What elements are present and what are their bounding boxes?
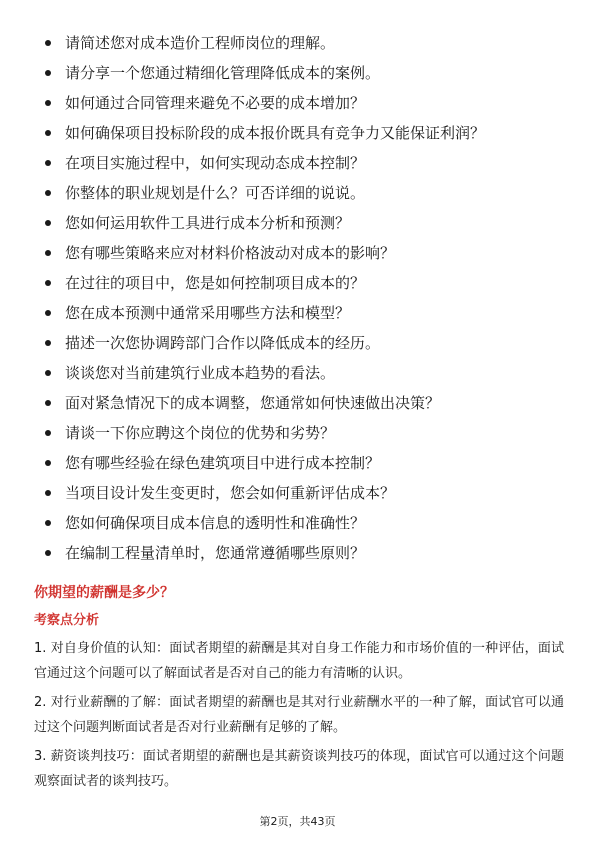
question-text: 请简述您对成本造价工程师岗位的理解。 [65,34,336,52]
bullet-dot-icon [45,490,51,496]
list-item [43,58,573,88]
question-text: 您在成本预测中通常采用哪些方法和模型？ [65,304,351,322]
question-text: 在项目实施过程中，如何实现动态成本控制？ [65,154,366,172]
analysis-paragraph: 1. 对自身价值的认知：面试者期望的薪酬是其对自身工作能力和市场价值的一种评估，面试官通过这个问题可以了解面试者是否对自己的能力有清晰的认识。 [34,641,564,681]
question-text: 请谈一下你应聘这个岗位的优势和劣势？ [65,424,336,442]
list-item [43,118,573,148]
bullet-dot-icon [45,40,51,46]
list-item [43,88,573,118]
bullet-dot-icon [45,220,51,226]
bullet-dot-icon [45,100,51,106]
bullet-dot-icon [45,550,51,556]
question-text: 您如何确保项目成本信息的透明性和准确性？ [65,514,366,532]
list-item [43,388,573,418]
question-text: 如何确保项目投标阶段的成本报价既具有竞争力又能保证利润？ [65,124,486,142]
question-text: 在编制工程量清单时，您通常遵循哪些原则？ [65,544,366,562]
bullet-dot-icon [45,340,51,346]
question-text: 您如何运用软件工具进行成本分析和预测？ [65,214,351,232]
analysis-section-heading: 考察点分析 [34,613,100,628]
list-item [43,448,573,478]
question-text: 面对紧急情况下的成本调整，您通常如何快速做出决策？ [65,394,441,412]
bullet-dot-icon [45,190,51,196]
bullet-dot-icon [45,460,51,466]
analysis-points [34,636,564,798]
list-item [43,208,573,238]
bullet-dot-icon [45,70,51,76]
question-text: 您有哪些策略来应对材料价格波动对成本的影响？ [65,244,396,262]
list-item [43,238,573,268]
list-item [43,358,573,388]
list-item [43,298,573,328]
list-item [43,418,573,448]
bullet-dot-icon [45,280,51,286]
question-text: 你整体的职业规划是什么？可否详细的说说。 [65,184,366,202]
analysis-paragraph: 3. 薪资谈判技巧：面试者期望的薪酬也是其薪资谈判技巧的体现，面试官可以通过这个问题观察面试者的谈判技巧。 [34,749,564,789]
list-item [43,28,573,58]
bullet-dot-icon [45,310,51,316]
question-text: 描述一次您协调跨部门合作以降低成本的经历。 [65,334,381,352]
bullet-dot-icon [45,370,51,376]
bullet-dot-icon [45,160,51,166]
question-text: 请分享一个您通过精细化管理降低成本的案例。 [65,64,381,82]
bullet-dot-icon [45,400,51,406]
list-item [43,148,573,178]
bullet-dot-icon [45,430,51,436]
salary-question-heading: 你期望的薪酬是多少？ [34,585,174,601]
question-text: 如何通过合同管理来避免不必要的成本增加？ [65,94,366,112]
bullet-dot-icon [45,250,51,256]
bullet-dot-icon [45,130,51,136]
list-item [43,508,573,538]
list-item [43,328,573,358]
analysis-paragraph: 2. 对行业薪酬的了解：面试者期望的薪酬也是其对行业薪酬水平的一种了解，面试官可以通过这个问题判断面试者是否对行业薪酬有足够的了解。 [34,695,564,735]
question-text: 您有哪些经验在绿色建筑项目中进行成本控制？ [65,454,381,472]
list-item [43,478,573,508]
list-item [43,178,573,208]
page-number-footer: 第2页，共43页 [259,815,336,828]
question-text: 在过往的项目中，您是如何控制项目成本的？ [65,274,366,292]
question-list [43,28,573,568]
bullet-dot-icon [45,520,51,526]
list-item [43,268,573,298]
question-text: 谈谈您对当前建筑行业成本趋势的看法。 [65,364,336,382]
question-text: 当项目设计发生变更时，您会如何重新评估成本？ [65,484,396,502]
list-item [43,538,573,568]
